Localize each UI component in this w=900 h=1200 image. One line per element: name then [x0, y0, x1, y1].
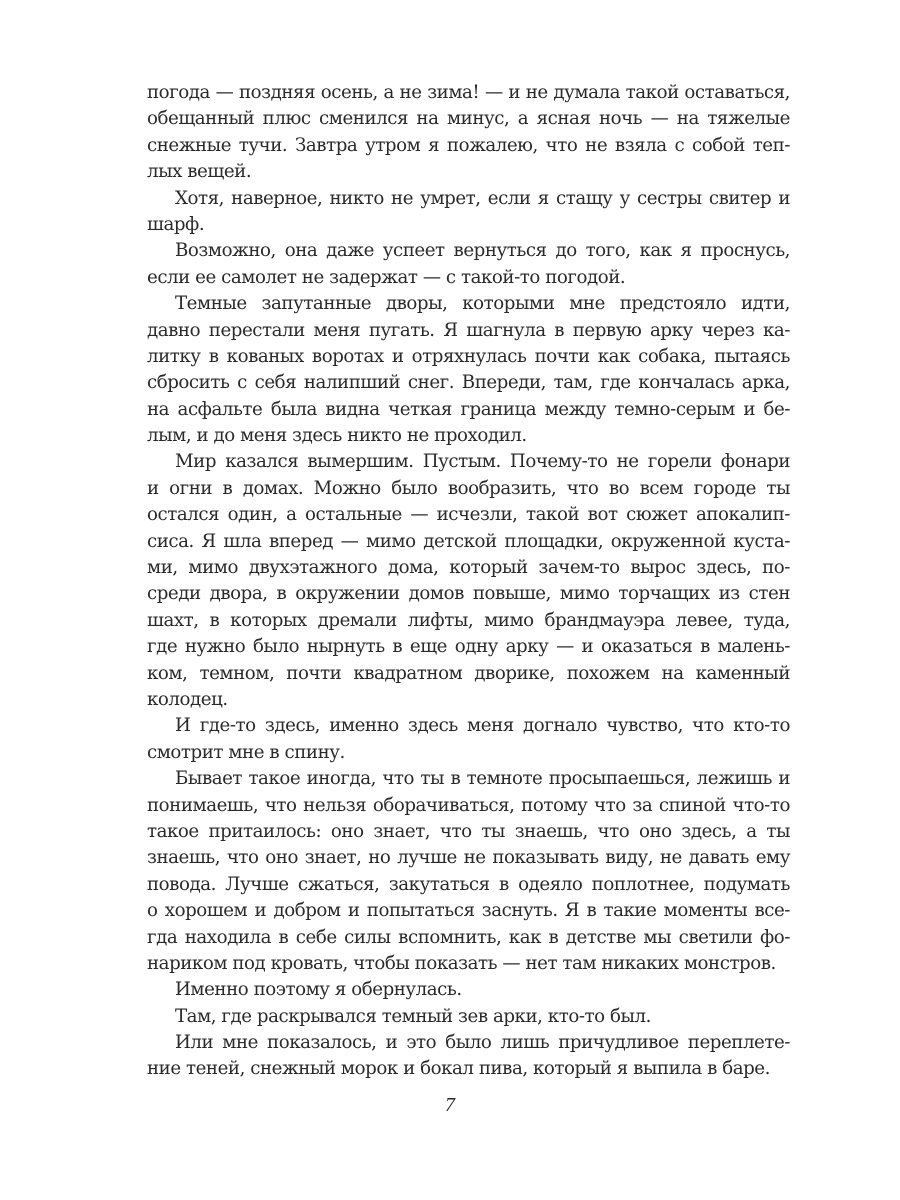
text-line: среди двора, в окружении домов повыше, мимо торчащих из стен [147, 583, 790, 605]
text-line: снежные тучи. Завтра утром я пожалею, что не взяла с собой теп- [147, 134, 790, 156]
page-number: 7 [445, 1094, 455, 1116]
paragraph [147, 1004, 790, 1030]
text-line: гда находила в себе силы вспомнить, как в детстве мы светили фо- [147, 926, 790, 948]
text-line: колодец. [147, 688, 228, 710]
text-line: на асфальте была видна четкая граница между темно-серым и бе- [147, 398, 790, 420]
text-line: смотрит мне в спину. [147, 741, 345, 763]
text-line: литку в кованых воротах и отряхнулась почти как собака, пытаясь [147, 345, 790, 367]
text-line: если ее самолет не задержат — с такой-то погодой. [147, 266, 626, 288]
text-line: и огни в домах. Можно было вообразить, что во всем городе ты [147, 477, 790, 499]
text-line: сиса. Я шла вперед — мимо детской площадки, окруженной куста- [147, 530, 790, 552]
paragraph [147, 80, 790, 186]
paragraph [147, 766, 790, 977]
text-line: Именно поэтому я обернулась. [175, 979, 462, 1001]
paragraph [147, 1030, 790, 1083]
text-line: Там, где раскрывался темный зев арки, кто-то был. [175, 1005, 651, 1027]
text-line: ние теней, снежный морок и бокал пива, который я выпила в баре. [147, 1058, 770, 1080]
paragraph [147, 186, 790, 239]
text-line: лым, и до меня здесь никто не проходил. [147, 425, 527, 447]
text-line: Бывает такое иногда, что ты в темноте просыпаешься, лежишь и [175, 768, 790, 790]
text-line: такое притаилось: оно знает, что ты знаешь, что оно здесь, а ты [147, 820, 790, 842]
text-line: Или мне показалось, и это было лишь причудливое переплете- [175, 1032, 790, 1054]
paragraph [147, 713, 790, 766]
text-line: нариком под кровать, чтобы показать — нет там никаких монстров. [147, 952, 776, 974]
text-line: Темные запутанные дворы, которыми мне предстояло идти, [175, 293, 790, 315]
text-line: обещанный плюс сменился на минус, а ясная ночь — на тяжелые [147, 108, 790, 130]
text-line: понимаешь, что нельзя оборачиваться, потому что за спиной что-то [147, 794, 790, 816]
text-line: погода — поздняя осень, а не зима! — и не думала такой оставаться, [147, 82, 790, 103]
text-line: шарф. [147, 213, 205, 235]
text-line: Мир казался вымершим. Пустым. Почему-то не горели фонари [175, 451, 790, 473]
text-line: сбросить с себя налипший снег. Впереди, там, где кончалась арка, [147, 372, 790, 394]
page-body-text [147, 80, 790, 1083]
text-line: повода. Лучше сжаться, закутаться в одеяло поплотнее, подумать [147, 873, 790, 895]
text-line: Хотя, наверное, никто не умрет, если я стащу у сестры свитер и [175, 187, 790, 209]
text-line: о хорошем и добром и попытаться заснуть. Я в такие моменты все- [147, 900, 790, 922]
text-line: ком, темном, почти квадратном дворике, похожем на каменный [147, 662, 790, 684]
text-line: где нужно было нырнуть в еще одну арку — и оказаться в малень- [147, 636, 790, 658]
text-line: лых вещей. [147, 161, 252, 183]
text-line: остался один, а остальные — исчезли, такой вот сюжет апокалип- [147, 504, 790, 526]
text-line: шахт, в которых дремали лифты, мимо брандмауэра левее, туда, [147, 609, 790, 631]
text-line: Возможно, она даже успеет вернуться до того, как я проснусь, [175, 240, 790, 262]
text-line: ми, мимо двухэтажного дома, который зачем-то вырос здесь, по- [147, 557, 790, 579]
text-line: И где-то здесь, именно здесь меня догнало чувство, что кто-то [175, 715, 790, 737]
text-line: давно перестали меня пугать. Я шагнула в первую арку через ка- [147, 319, 790, 341]
paragraph [147, 977, 790, 1003]
paragraph [147, 238, 790, 291]
paragraph [147, 449, 790, 713]
paragraph [147, 291, 790, 449]
text-line: знаешь, что оно знает, но лучше не показывать виду, не давать ему [147, 847, 790, 869]
